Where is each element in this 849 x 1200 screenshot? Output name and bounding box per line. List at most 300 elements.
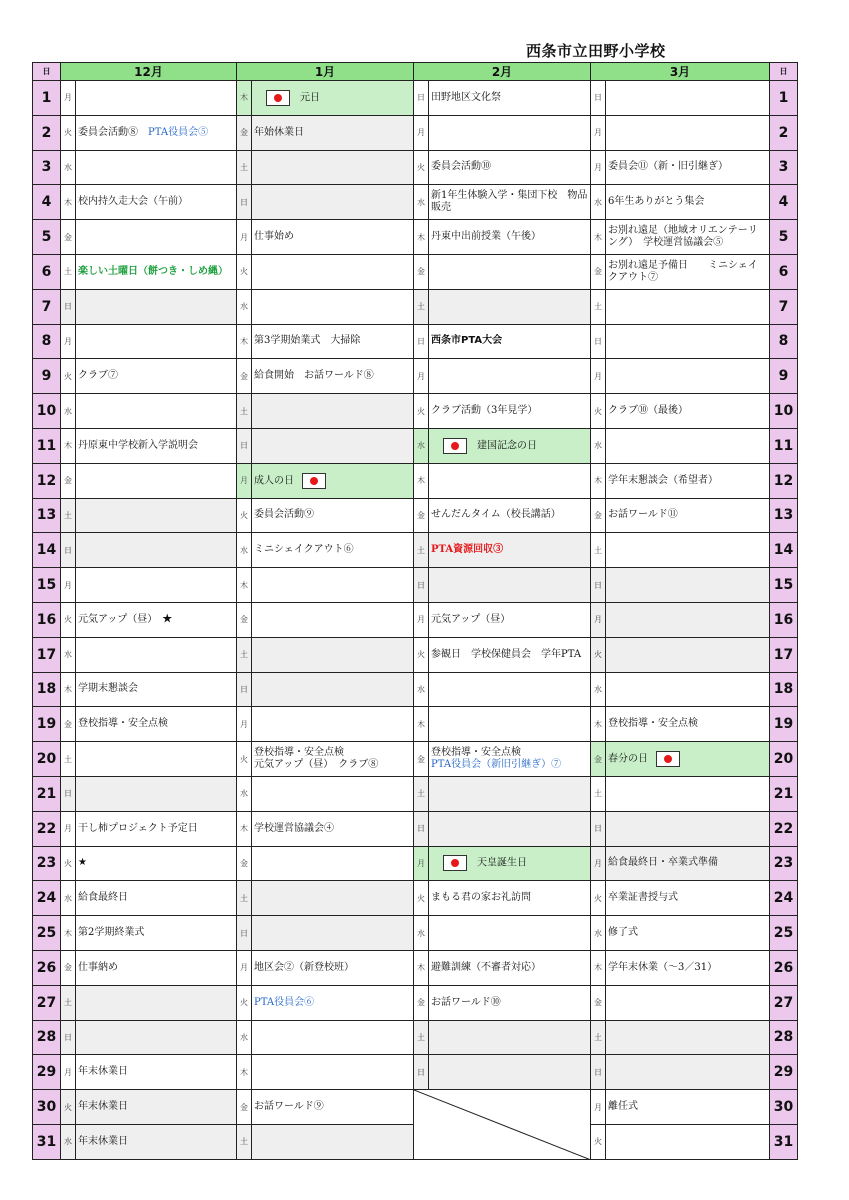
day-number-right: 19 [770, 707, 798, 742]
day-number-left: 26 [33, 950, 61, 985]
day-number-right: 16 [770, 602, 798, 637]
day-number-left: 31 [33, 1124, 61, 1159]
weekday-cell: 日 [591, 324, 606, 359]
event-cell [76, 1124, 237, 1159]
weekday-cell: 日 [591, 811, 606, 846]
day-number-right: 3 [770, 150, 798, 185]
event-cell [252, 568, 414, 603]
weekday-cell: 火 [591, 881, 606, 916]
weekday-cell: 土 [61, 498, 76, 533]
weekday-cell: 木 [414, 950, 429, 985]
day-number-right: 11 [770, 428, 798, 463]
weekday-cell: 火 [591, 1124, 606, 1159]
month-header-dec: 12月 [61, 63, 237, 81]
weekday-cell: 日 [591, 81, 606, 116]
event-cell [252, 985, 414, 1020]
weekday-cell: 日 [61, 533, 76, 568]
event-cell [606, 1020, 770, 1055]
event-text: 6年生ありがとう集会 [608, 196, 705, 208]
event-text: 給食最終日 [78, 892, 128, 904]
event-cell [606, 185, 770, 220]
event-text: 天皇誕生日 [477, 857, 527, 869]
weekday-cell: 水 [414, 185, 429, 220]
weekday-cell: 金 [237, 602, 252, 637]
weekday-cell: 金 [237, 115, 252, 150]
day-header-left: 日 [33, 63, 61, 81]
weekday-cell: 水 [591, 672, 606, 707]
weekday-cell: 日 [237, 916, 252, 951]
day-number-right: 24 [770, 881, 798, 916]
event-cell [252, 254, 414, 289]
event-cell [606, 289, 770, 324]
event-cell [252, 185, 414, 220]
event-cell [429, 1020, 591, 1055]
weekday-cell: 土 [414, 1020, 429, 1055]
day-row [33, 846, 798, 881]
weekday-cell: 月 [414, 602, 429, 637]
day-number-left: 5 [33, 220, 61, 255]
event-cell [76, 1090, 237, 1125]
japan-flag-icon [443, 438, 467, 454]
event-cell [252, 533, 414, 568]
event-text: 登校指導・安全点検 [254, 747, 344, 759]
day-number-right: 15 [770, 568, 798, 603]
weekday-cell: 土 [237, 637, 252, 672]
weekday-cell: 土 [414, 533, 429, 568]
weekday-cell: 日 [414, 324, 429, 359]
day-number-left: 4 [33, 185, 61, 220]
day-number-right: 13 [770, 498, 798, 533]
event-cell [76, 568, 237, 603]
weekday-cell: 日 [237, 672, 252, 707]
event-cell [429, 359, 591, 394]
event-cell [252, 220, 414, 255]
weekday-cell: 日 [414, 81, 429, 116]
event-cell [252, 150, 414, 185]
event-text-line2: 元気アップ（昼） クラブ⑧ [254, 759, 379, 771]
weekday-cell: 月 [591, 602, 606, 637]
weekday-cell: 水 [61, 150, 76, 185]
day-header-right: 日 [770, 63, 798, 81]
event-text: 給食開始 お話ワールド⑧ [254, 370, 374, 382]
header-row [33, 63, 798, 81]
day-number-left: 3 [33, 150, 61, 185]
day-row [33, 1020, 798, 1055]
event-cell [606, 881, 770, 916]
event-text: お話ワールド⑨ [254, 1101, 324, 1112]
event-cell [76, 533, 237, 568]
weekday-cell: 金 [414, 985, 429, 1020]
event-text: 参観日 学校保健員会 学年PTA [431, 648, 582, 660]
event-cell [606, 1090, 770, 1125]
month-header-feb: 2月 [414, 63, 591, 81]
event-cell [429, 742, 591, 777]
event-text: 年末休業日 [78, 1135, 128, 1147]
event-cell [76, 1020, 237, 1055]
event-cell [429, 185, 591, 220]
weekday-cell: 日 [61, 776, 76, 811]
event-cell [252, 846, 414, 881]
event-cell [76, 359, 237, 394]
day-number-right: 29 [770, 1055, 798, 1090]
event-cell [76, 150, 237, 185]
day-number-right: 23 [770, 846, 798, 881]
event-text: クラブ⑦ [78, 370, 118, 382]
day-number-right: 25 [770, 916, 798, 951]
event-text: 楽しい土曜日（餅つき・しめ縄） [78, 265, 228, 277]
weekday-cell: 金 [237, 1090, 252, 1125]
event-cell [429, 672, 591, 707]
event-cell [429, 324, 591, 359]
event-cell [252, 1020, 414, 1055]
event-cell [606, 846, 770, 881]
event-cell [606, 916, 770, 951]
weekday-cell: 日 [414, 568, 429, 603]
event-cell [606, 985, 770, 1020]
event-cell [429, 637, 591, 672]
day-number-right: 6 [770, 254, 798, 289]
day-number-left: 12 [33, 463, 61, 498]
event-cell [606, 568, 770, 603]
event-text-pta: PTA役員会⑤ [148, 126, 209, 138]
event-cell [606, 394, 770, 429]
event-text: 丹原東中学校新入学説明会 [78, 439, 198, 451]
event-cell [606, 498, 770, 533]
day-number-left: 18 [33, 672, 61, 707]
event-text: 学校運営協議会④ [254, 822, 334, 834]
event-cell [429, 950, 591, 985]
event-cell [429, 254, 591, 289]
weekday-cell: 月 [61, 324, 76, 359]
day-number-right: 27 [770, 985, 798, 1020]
event-text: 校内持久走大会（午前） [78, 196, 188, 208]
event-cell [429, 394, 591, 429]
day-number-left: 16 [33, 602, 61, 637]
event-cell [252, 881, 414, 916]
day-number-left: 28 [33, 1020, 61, 1055]
event-text: 登校指導・安全点検 [608, 718, 698, 730]
event-cell [76, 220, 237, 255]
event-cell [252, 742, 414, 777]
weekday-cell: 日 [237, 428, 252, 463]
weekday-cell: 火 [414, 637, 429, 672]
event-cell [252, 916, 414, 951]
weekday-cell: 日 [61, 1020, 76, 1055]
event-text: 元日 [300, 92, 320, 104]
event-cell [252, 324, 414, 359]
event-cell [606, 776, 770, 811]
event-text: PTA役員会⑥ [254, 996, 315, 1008]
event-cell [606, 602, 770, 637]
day-row [33, 533, 798, 568]
event-cell [606, 1055, 770, 1090]
weekday-cell: 火 [61, 602, 76, 637]
event-cell [252, 289, 414, 324]
event-cell [429, 811, 591, 846]
japan-flag-icon [302, 473, 326, 489]
event-cell [252, 1124, 414, 1159]
weekday-cell: 木 [237, 324, 252, 359]
weekday-cell: 水 [61, 1124, 76, 1159]
day-row [33, 776, 798, 811]
event-cell [606, 1124, 770, 1159]
event-text: 修了式 [608, 927, 638, 939]
weekday-cell: 日 [414, 811, 429, 846]
weekday-cell: 月 [414, 115, 429, 150]
weekday-cell: 金 [61, 950, 76, 985]
weekday-cell: 月 [591, 1090, 606, 1125]
day-number-right: 21 [770, 776, 798, 811]
event-text: 仕事納め [78, 961, 118, 973]
weekday-cell: 月 [414, 359, 429, 394]
month-header-mar: 3月 [591, 63, 770, 81]
weekday-cell: 土 [237, 1124, 252, 1159]
day-number-left: 30 [33, 1090, 61, 1125]
weekday-cell: 月 [237, 463, 252, 498]
day-row [33, 916, 798, 951]
event-text: 登校指導・安全点検 [78, 718, 168, 730]
event-text: 干し柿プロジェクト予定日 [78, 822, 198, 834]
weekday-cell: 木 [591, 950, 606, 985]
event-cell [429, 602, 591, 637]
event-text: PTA資源回収③ [431, 544, 504, 556]
weekday-cell: 火 [414, 881, 429, 916]
event-text: 第2学期終業式 [78, 927, 145, 939]
event-text: お話ワールド⑪ [608, 509, 678, 521]
event-cell [76, 602, 237, 637]
weekday-cell: 木 [61, 185, 76, 220]
day-number-left: 17 [33, 637, 61, 672]
event-cell [252, 950, 414, 985]
event-cell [429, 916, 591, 951]
day-row [33, 254, 798, 289]
school-name: 西条市立田野小学校 [526, 42, 666, 60]
day-number-left: 14 [33, 533, 61, 568]
weekday-cell: 水 [61, 637, 76, 672]
day-row [33, 742, 798, 777]
weekday-cell: 金 [414, 254, 429, 289]
event-cell [429, 115, 591, 150]
event-cell [76, 394, 237, 429]
day-row [33, 185, 798, 220]
empty-cross-cell [414, 1090, 591, 1160]
event-text: 田野地区文化祭 [431, 91, 501, 103]
weekday-cell: 月 [61, 81, 76, 116]
event-cell [606, 324, 770, 359]
weekday-cell: 月 [237, 950, 252, 985]
event-cell [429, 568, 591, 603]
event-cell [252, 776, 414, 811]
weekday-cell: 金 [237, 846, 252, 881]
weekday-cell: 金 [591, 498, 606, 533]
day-row [33, 220, 798, 255]
weekday-cell: 火 [237, 254, 252, 289]
event-cell [429, 81, 591, 116]
day-number-right: 17 [770, 637, 798, 672]
event-text: 成人の日 [254, 475, 294, 487]
event-cell [252, 811, 414, 846]
day-number-right: 12 [770, 463, 798, 498]
weekday-cell: 木 [591, 220, 606, 255]
day-number-right: 7 [770, 289, 798, 324]
weekday-cell: 木 [61, 672, 76, 707]
event-cell [76, 115, 237, 150]
day-number-left: 9 [33, 359, 61, 394]
event-cell [606, 811, 770, 846]
day-row [33, 1055, 798, 1090]
event-cell [429, 776, 591, 811]
event-text: 西条市PTA大会 [431, 335, 503, 347]
weekday-cell: 木 [237, 1055, 252, 1090]
event-cell [606, 950, 770, 985]
event-cell [252, 394, 414, 429]
event-text: 第3学期始業式 大掃除 [254, 335, 361, 347]
event-text: ミニシェイクアウト⑥ [254, 544, 354, 556]
weekday-cell: 水 [414, 672, 429, 707]
event-cell [76, 324, 237, 359]
event-text: まもる君の家お礼訪問 [431, 892, 531, 904]
weekday-cell: 日 [414, 1055, 429, 1090]
weekday-cell: 金 [414, 498, 429, 533]
event-cell [606, 742, 770, 777]
weekday-cell: 火 [237, 498, 252, 533]
event-cell [76, 81, 237, 116]
day-number-left: 20 [33, 742, 61, 777]
japan-flag-icon [266, 90, 290, 106]
weekday-cell: 水 [591, 185, 606, 220]
event-cell [429, 985, 591, 1020]
day-number-left: 11 [33, 428, 61, 463]
weekday-cell: 火 [414, 394, 429, 429]
weekday-cell: 日 [237, 185, 252, 220]
event-cell [76, 916, 237, 951]
weekday-cell: 月 [591, 150, 606, 185]
day-number-left: 19 [33, 707, 61, 742]
event-cell [252, 359, 414, 394]
day-number-right: 9 [770, 359, 798, 394]
day-number-right: 4 [770, 185, 798, 220]
event-text: ★ [78, 857, 87, 869]
event-cell [76, 463, 237, 498]
weekday-cell: 土 [591, 776, 606, 811]
weekday-cell: 月 [61, 1055, 76, 1090]
event-cell [76, 289, 237, 324]
weekday-cell: 土 [237, 881, 252, 916]
day-number-left: 13 [33, 498, 61, 533]
weekday-cell: 水 [61, 881, 76, 916]
event-cell [429, 533, 591, 568]
event-text: 委員会活動⑩ [431, 161, 491, 173]
day-number-left: 21 [33, 776, 61, 811]
weekday-cell: 金 [591, 254, 606, 289]
weekday-cell: 月 [61, 568, 76, 603]
day-number-left: 8 [33, 324, 61, 359]
weekday-cell: 木 [61, 428, 76, 463]
event-text: 仕事始め [254, 231, 294, 243]
event-cell [76, 811, 237, 846]
weekday-cell: 金 [237, 359, 252, 394]
event-cell [252, 498, 414, 533]
day-row [33, 985, 798, 1020]
event-text: 地区会②（新登校班） [254, 961, 354, 973]
event-cell [76, 776, 237, 811]
weekday-cell: 水 [237, 1020, 252, 1055]
japan-flag-icon [656, 751, 680, 767]
day-row [33, 150, 798, 185]
event-text: お別れ遠足（地域オリエンテーリング） 学校運営協議会⑤ [608, 225, 758, 249]
event-text: 元気アップ（昼） ★ [78, 613, 173, 625]
event-cell [606, 115, 770, 150]
weekday-cell: 火 [591, 394, 606, 429]
weekday-cell: 火 [237, 742, 252, 777]
day-number-right: 22 [770, 811, 798, 846]
event-cell [606, 463, 770, 498]
event-cell [76, 881, 237, 916]
day-number-left: 23 [33, 846, 61, 881]
weekday-cell: 水 [61, 394, 76, 429]
weekday-cell: 水 [414, 916, 429, 951]
event-text: 登校指導・安全点検 [431, 747, 521, 759]
event-cell [429, 428, 591, 463]
day-number-right: 10 [770, 394, 798, 429]
event-cell [606, 428, 770, 463]
event-text: クラブ⑩（最後） [608, 405, 688, 417]
day-row [33, 428, 798, 463]
weekday-cell: 火 [61, 359, 76, 394]
day-row [33, 81, 798, 116]
weekday-cell: 金 [414, 742, 429, 777]
month-header-jan: 1月 [237, 63, 414, 81]
weekday-cell: 水 [414, 428, 429, 463]
weekday-cell: 土 [591, 289, 606, 324]
weekday-cell: 木 [61, 916, 76, 951]
weekday-cell: 水 [237, 776, 252, 811]
event-cell [606, 150, 770, 185]
weekday-cell: 月 [414, 846, 429, 881]
event-cell [76, 498, 237, 533]
event-cell [606, 359, 770, 394]
event-cell [606, 220, 770, 255]
event-cell [76, 254, 237, 289]
weekday-cell: 土 [237, 150, 252, 185]
event-cell [76, 185, 237, 220]
event-cell [252, 463, 414, 498]
event-text: クラブ活動（3年見学） [431, 405, 538, 417]
day-number-left: 2 [33, 115, 61, 150]
weekday-cell: 水 [237, 289, 252, 324]
event-cell [429, 1055, 591, 1090]
event-text: お話ワールド⑩ [431, 996, 501, 1008]
weekday-cell: 月 [591, 359, 606, 394]
day-number-left: 24 [33, 881, 61, 916]
weekday-cell: 水 [591, 428, 606, 463]
event-text: 離任式 [608, 1101, 638, 1112]
day-row [33, 324, 798, 359]
day-number-right: 14 [770, 533, 798, 568]
event-text: 学年末休業（～3／31） [608, 961, 718, 973]
event-text: お別れ遠足予備日 ミニシェイクアウト⑦ [608, 259, 758, 283]
event-cell [76, 707, 237, 742]
weekday-cell: 月 [591, 846, 606, 881]
day-number-left: 10 [33, 394, 61, 429]
event-cell [429, 150, 591, 185]
day-row [33, 602, 798, 637]
day-row [33, 568, 798, 603]
event-cell [76, 637, 237, 672]
event-cell [252, 115, 414, 150]
day-number-right: 30 [770, 1090, 798, 1125]
event-cell [606, 81, 770, 116]
